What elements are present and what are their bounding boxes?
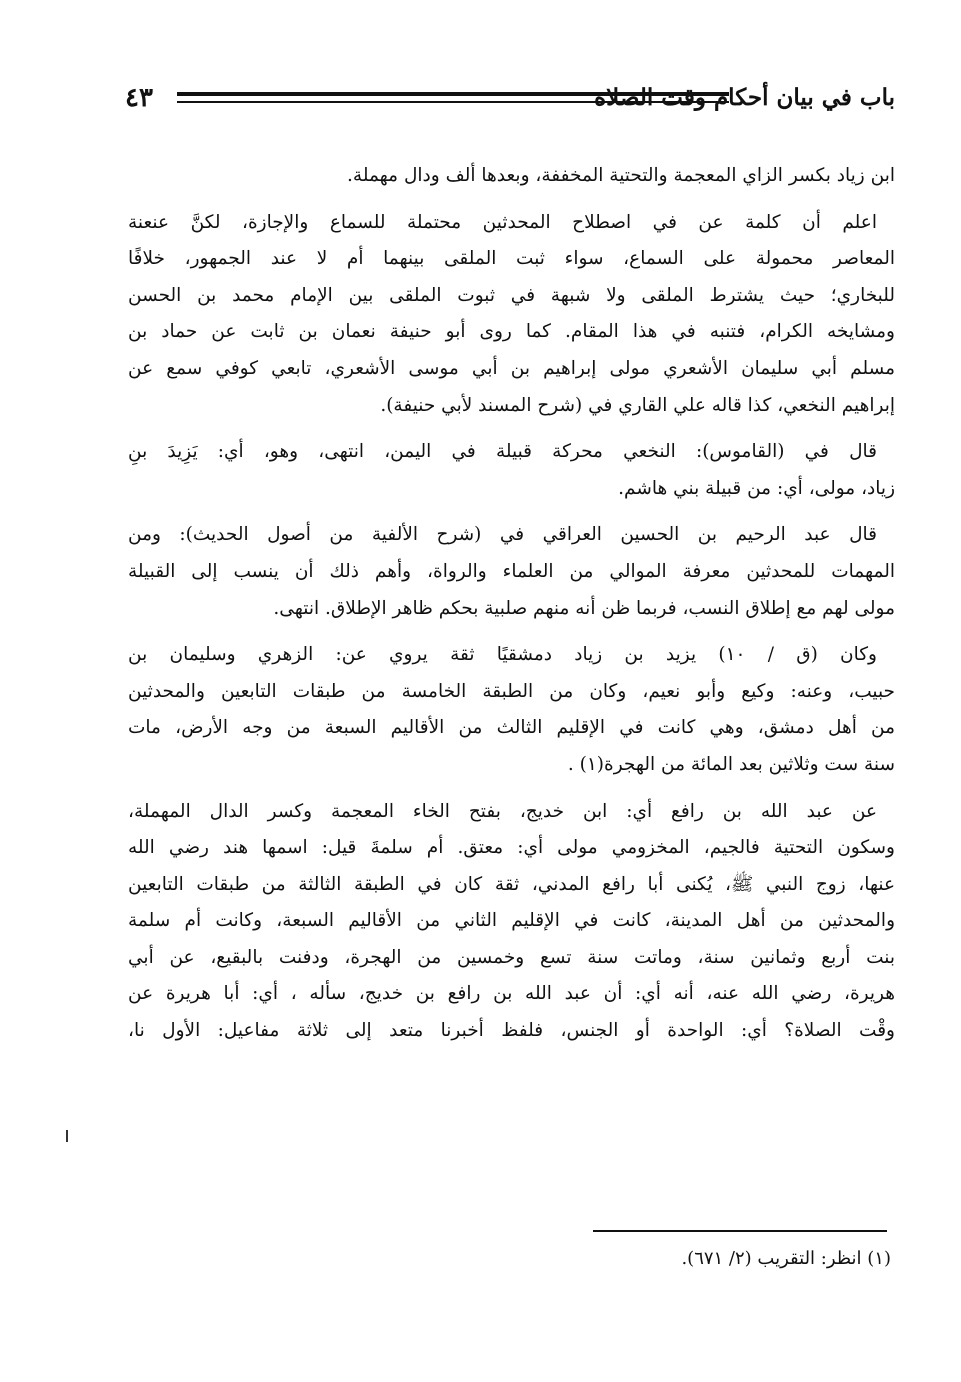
text-line: إبراهيم النخعي، كذا قاله علي القاري في (شرح المسند لأبي حنيفة). [380,394,895,416]
body-text [128,158,895,1060]
text-line: مولى لهم مع إطلاق النسب، فربما ظن أنه منهم صلبية بحكم ظاهر الإطلاق. انتهى. [273,597,895,619]
text-line: مسلم أبي سليمان الأشعري مولى إبراهيم بن أبي موسى الأشعري، تابعي كوفي سمع عن [128,357,895,379]
text-line: ابن زياد بكسر الزاي المعجمة والتحتية المخففة، وبعدها ألف ودال مهملة. [347,165,895,186]
text-line: حبيب، وعنه: وكيع وأبو نعيم، وكان من الطبقة الخامسة من طبقات التابعين والمحدثين [128,680,895,702]
text-line: هريرة، رضي الله عنه، أنه أي: أن عبد الله بن رافع بن خديج، سأله ، أي: أبا هريرة عن [128,983,895,1005]
paragraph-4 [128,517,895,627]
text-line: بنت أربع وثمانين سنة، وماتت سنة تسع وخمسين من الهجرة، ودفنت بالبقيع، عن أبي [128,946,895,968]
page-number: ٤٣ [125,83,153,113]
text-line: والمحدثين من أهل المدينة، كانت في الإقليم الثاني من الأقاليم السبعة، وكانت أم سلمة [128,910,895,932]
text-line: وكان (ق / ١٠) يزيد بن زياد دمشقيًا ثقة يروي عن: الزهري وسليمان بن [128,644,877,666]
text-line: سنة ست وثلاثين بعد المائة من الهجرة(١) . [567,753,895,775]
text-line: قال في (القاموس): النخعي محركة قبيلة في اليمن، انتهى، وهو، أي: يَزِيدَ بنِ [128,441,877,463]
text-line: وقْت الصلاة؟ أي: الواحدة أو الجنس، فلفظ أخبرنا متعد إلى ثلاثة مفاعيل: الأول نا، [128,1020,895,1042]
text-line: ومشايخه الكرام، فتنبه في هذا المقام. كما روى أبو حنيفة نعمان بن ثابت عن حماد بن [128,321,895,343]
text-line: عنها، زوج النبي ﷺ، يُكنى أبا رافع المدني، ثقة كان في الطبقة الثالثة من طبقات التابعين [128,873,895,895]
margin-mark [66,1130,68,1142]
paragraph-1 [128,158,895,195]
page-header [125,80,895,116]
text-line: عن عبد الله بن رافع أي: ابن خديج، بفتح الخاء المعجمة وكسر الدال المهملة، [128,800,877,822]
text-line: من أهل دمشق، وهي كانت في الإقليم الثالث من الأقاليم السبعة من وجه الأرض، مات [128,717,895,739]
text-line: المعاصر محمولة على السماع، سواء ثبت الملقى بينهما أم لا عند الجمهور، خلافًا [128,248,895,270]
paragraph-5 [128,637,895,783]
text-line: للبخاري؛ حيث يشترط الملقى ولا شبهة في ثبوت الملقى بين الإمام محمد بن الحسن [128,284,895,306]
paragraph-3 [128,434,895,507]
text-line: اعلم أن كلمة عن في اصطلاح المحدثين محتملة للسماع والإجازة، لكنَّ عنعنة [128,211,877,233]
text-line: قال عبد الرحيم بن الحسين العراقي في (شرح الألفية من أصول الحديث): ومن [128,524,877,546]
paragraph-6 [128,794,895,1050]
paragraph-2 [128,205,895,425]
text-line: زياد، مولى، أي: من قبيلة بني هاشم. [618,477,895,499]
running-title: باب في بيان أحكام وقت الصلاة [594,84,895,111]
footnote: (١) انظر: التقريب (٢/ ٦٧١). [681,1248,891,1269]
text-line: المهمات للمحدثين معرفة الموالي من العلماء والرواة، وأهم ذلك أن ينسب إلى القبيلة [128,560,895,582]
footnote-rule [593,1230,887,1232]
text-line: وسكون التحتية فالجيم، المخزومي مولى أي: معتق. أم سلمةَ قيل: اسمها هند رضي الله [128,837,895,859]
